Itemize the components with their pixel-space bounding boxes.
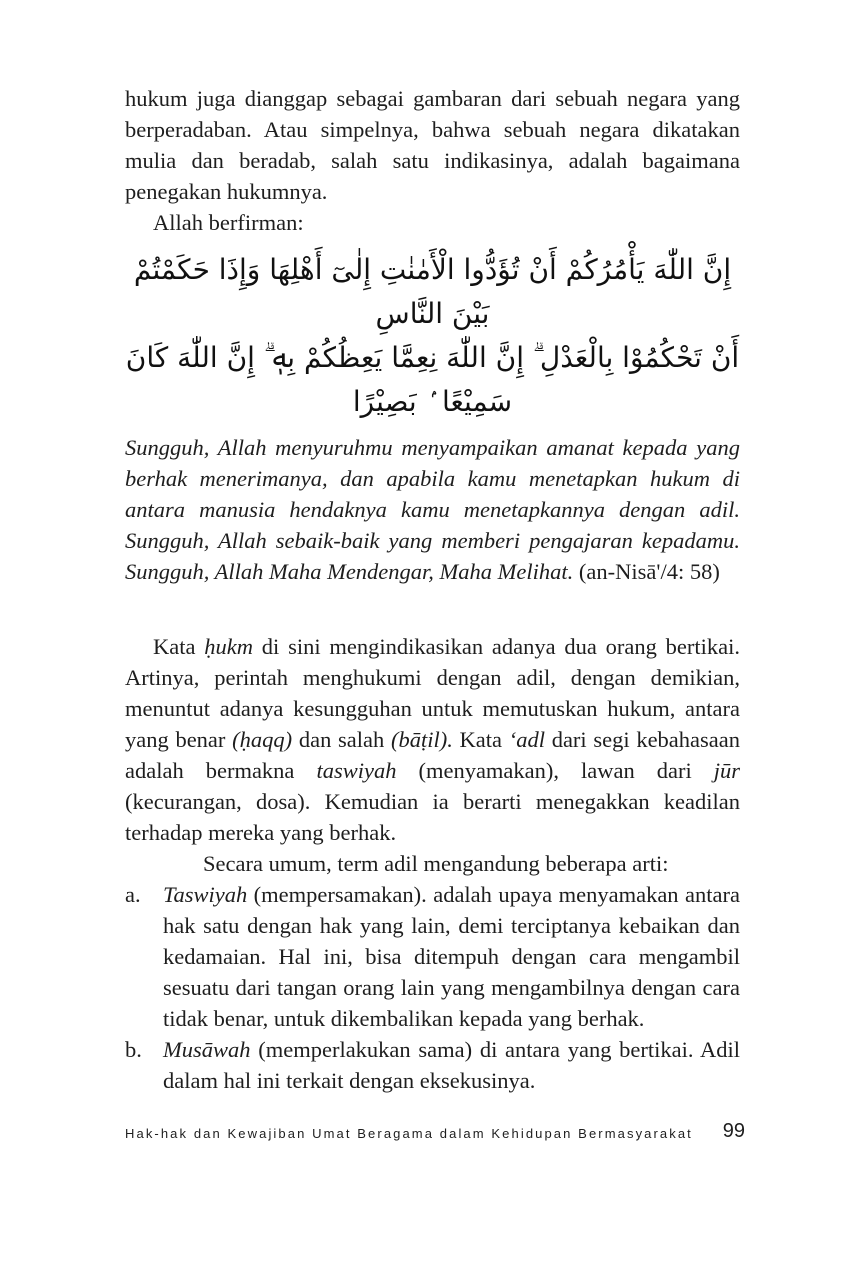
text-run: dan salah: [292, 727, 391, 752]
meaning-list: [125, 879, 740, 1096]
verse-reference: (an-Nisā'/4: 58): [578, 559, 720, 584]
allah-berfirman: Allah berfirman:: [153, 210, 304, 235]
term-jur: jūr: [713, 758, 741, 783]
page-body: [125, 83, 740, 1096]
arabic-verse: [125, 248, 740, 424]
paragraph-top: hukum juga dianggap sebagai gambaran dari sebuah negara yang berperadaban. Atau simpelnya, bahwa sebuah negara dikatakan mulia dan beradab, salah satu indikasinya, adalah bagaimana penegakan hukumnya.: [125, 86, 740, 204]
list-text: (mempersamakan). adalah upaya menyamakan antara hak satu dengan hak yang lain, demi terciptanya kebaikan dan kedamaian. Hal ini, bisa ditempuh dengan cara mengambil sesuatu dari tangan orang lain yang mengambilnya dengan cara tidak benar, untuk dikembalikan kepada yang berhak.: [163, 882, 740, 1031]
term-haqq: (ḥaqq): [232, 727, 293, 752]
paragraph-hukm: [125, 631, 740, 848]
arabic-verse-line-1: إِنَّ اللّٰهَ يَأْمُرُكُمْ أَنْ تُؤَدُّوا الْأَمٰنٰتِ إِلٰىٓ أَهْلِهَا وَإِذَا حَكَمْتُمْ بَيْنَ النَّاسِ: [133, 253, 732, 330]
page-footer: [125, 1122, 745, 1146]
secara-umum: Secara umum, term adil mengandung beberapa arti:: [203, 851, 669, 876]
text-run: Kata: [452, 727, 509, 752]
list-marker: b.: [125, 1037, 142, 1062]
verse-translation: [125, 432, 740, 587]
list-text: (memperlakukan sama) di antara yang bertikai. Adil dalam hal ini terkait dengan eksekusinya.: [163, 1037, 740, 1093]
translation-text: Sungguh, Allah menyuruhmu menyampaikan amanat kepada yang berhak menerimanya, dan apabila kamu menetapkan hukum di antara manusia hendaknya kamu menetapkannya dengan adil. Sungguh, Allah sebaik-baik yang memberi pengajaran kepadamu. Sungguh, Allah Maha Mendengar, Maha Melihat.: [125, 435, 740, 584]
list-term: Taswiyah: [163, 882, 248, 907]
text-run: dari segi kebahasaan adalah bermakna: [125, 727, 741, 783]
list-term: Musāwah: [163, 1037, 251, 1062]
text-run: (kecurangan, dosa). Kemudian ia berarti menegakkan keadilan terhadap mereka yang berhak.: [125, 789, 740, 845]
term-hukm: ḥukm: [204, 634, 254, 659]
running-footer-title: Hak-hak dan Kewajiban Umat Beragama dalam Kehidupan Bermasyarakat: [125, 1126, 693, 1141]
text-run: Kata: [153, 634, 205, 659]
list-item: [125, 879, 740, 1034]
list-item: [125, 1034, 740, 1096]
term-adl: ‘adl: [508, 727, 545, 752]
list-marker: a.: [125, 882, 141, 907]
page-number: 99: [722, 1120, 745, 1142]
text-run: (menyamakan), lawan dari: [396, 758, 714, 783]
arabic-verse-line-2: أَنْ تَحْكُمُوْا بِالْعَدْلِ ۗ إِنَّ اللّٰهَ نِعِمَّا يَعِظُكُمْ بِهٖ ۗ إِنَّ اللّٰهَ كَانَ سَمِيْعًا ۢ بَصِيْرًا: [125, 341, 740, 418]
term-batil: (bāṭil).: [390, 727, 453, 752]
term-taswiyah: taswiyah: [316, 758, 397, 783]
text-run: di sini mengindikasikan adanya dua orang bertikai. Artinya, perintah menghukumi dengan adil, dengan demikian, menuntut adanya kesungguhan untuk memutuskan hukum, antara yang benar: [125, 634, 740, 752]
